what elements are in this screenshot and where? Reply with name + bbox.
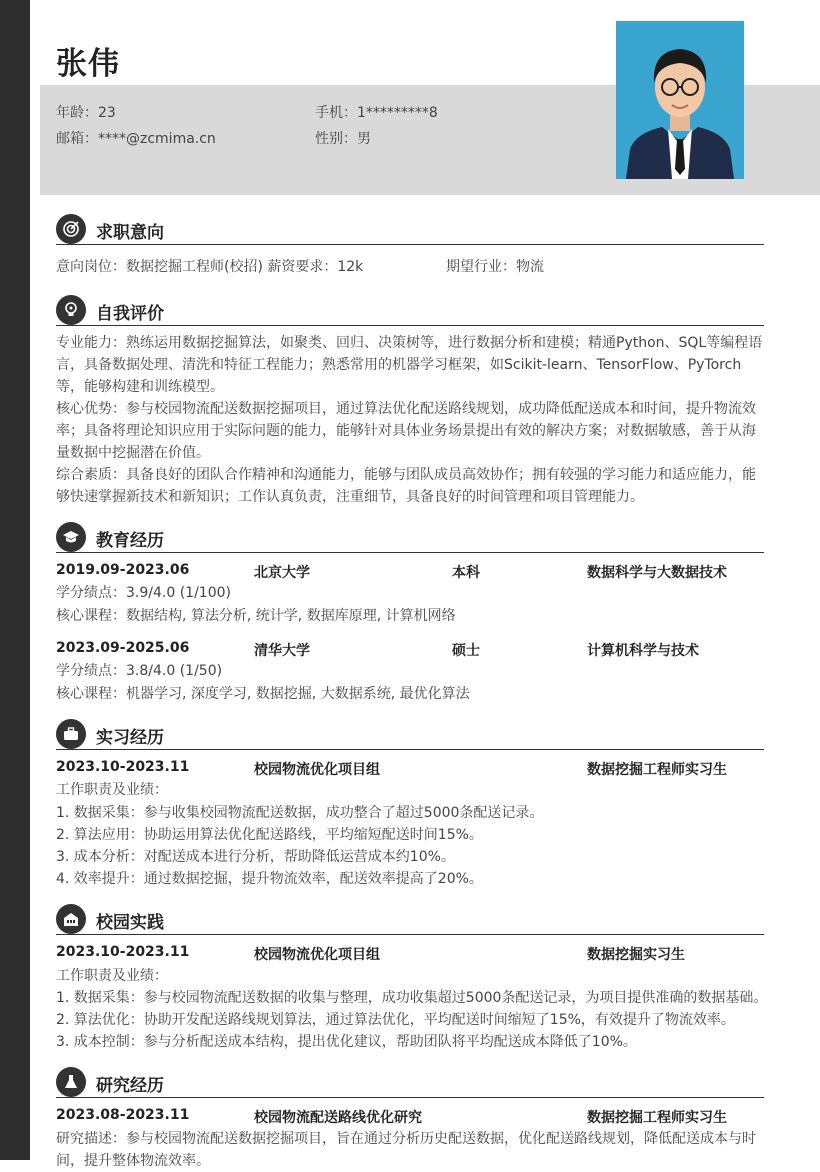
target-icon	[56, 214, 86, 244]
core-courses: 核心课程：数据结构, 算法分析, 统计学, 数据库原理, 计算机网络	[56, 608, 456, 624]
section-title: 研究经历	[96, 1076, 164, 1096]
school-name: 清华大学	[254, 643, 310, 659]
self-evaluation-paragraph: 专业能力：熟练运用数据挖掘算法，如聚类、回归、决策树等，进行数据分析和建模；精通Python、SQL等编程语言，具备数据处理、清洗和特征工程能力；熟悉常用的机器学习框架，如Scikit-learn、TensorFlow、PyTorch等，能够构建和训练模型。	[56, 335, 763, 395]
section-research	[56, 1067, 764, 1098]
duty-item: 2. 算法优化：协助开发配送路线规划算法，通过算法优化，平均配送时间缩短了15%，有效提升了物流效率。	[56, 1012, 735, 1028]
lightbulb-icon	[56, 295, 86, 325]
duty-label: 工作职责及业绩：	[56, 782, 168, 798]
gpa: 学分绩点：3.9/4.0 (1/100)	[56, 585, 231, 601]
position-salary: 意向岗位：数据挖掘工程师(校招) 薪资要求：12k	[56, 259, 364, 275]
expected-industry: 期望行业：物流	[446, 259, 544, 275]
section-title: 实习经历	[96, 728, 164, 748]
role: 数据挖掘工程师实习生	[587, 762, 727, 778]
candidate-name: 张伟	[56, 46, 120, 82]
gpa: 学分绩点：3.8/4.0 (1/50)	[56, 663, 223, 679]
section-education	[56, 522, 764, 553]
section-title: 求职意向	[96, 223, 164, 243]
section-title: 校园实践	[96, 913, 164, 933]
duty-item: 1. 数据采集：参与校园物流配送数据的收集与整理，成功收集超过5000条配送记录，为项目提供准确的数据基础。	[56, 990, 768, 1006]
research-header	[56, 1107, 768, 1127]
briefcase-icon	[56, 719, 86, 749]
education-period: 2019.09-2023.06	[56, 562, 190, 578]
email-field: 邮箱：****@zcmima.cn	[56, 131, 216, 147]
internship-period: 2023.10-2023.11	[56, 759, 190, 775]
research-description: 研究描述：参与校园物流配送数据挖掘项目，旨在通过分析历史配送数据，优化配送路线规划，降低配送成本与时间，提升整体物流效率。	[56, 1131, 756, 1169]
duty-item: 3. 成本控制：参与分析配送成本结构，提出优化建议，帮助团队将平均配送成本降低了10%。	[56, 1034, 637, 1050]
organization: 校园物流优化项目组	[254, 947, 380, 963]
education-entry-header	[56, 640, 768, 660]
research-project: 校园物流配送路线优化研究	[254, 1110, 422, 1126]
self-evaluation-paragraph: 核心优势：参与校园物流配送数据挖掘项目，通过算法优化配送路线规划，成功降低配送成本和时间，提升物流效率；具备将理论知识应用于实际问题的能力，能够针对具体业务场景提出有效的解决方案；对数据敏感，善于从海量数据中挖掘潜在价值。	[56, 401, 756, 461]
duty-label: 工作职责及业绩：	[56, 968, 168, 984]
education-entry-header	[56, 562, 768, 582]
duty-item: 2. 算法应用：协助运用算法优化配送路线，平均缩短配送时间15%。	[56, 827, 483, 843]
profile-photo	[616, 21, 744, 179]
graduation-cap-icon	[56, 522, 86, 552]
duty-item: 4. 效率提升：通过数据挖掘，提升物流效率，配送效率提高了20%。	[56, 871, 483, 887]
campus-period: 2023.10-2023.11	[56, 944, 190, 960]
age-field: 年龄：23	[56, 105, 116, 121]
school-name: 北京大学	[254, 565, 310, 581]
core-courses: 核心课程：机器学习, 深度学习, 数据挖掘, 大数据系统, 最优化算法	[56, 686, 470, 702]
role: 数据挖掘工程师实习生	[587, 1110, 727, 1126]
section-job-intention	[56, 214, 764, 245]
role: 数据挖掘实习生	[587, 947, 685, 963]
degree: 硕士	[452, 643, 480, 659]
gender-field: 性别：男	[315, 131, 371, 147]
left-dark-bar	[0, 0, 30, 1160]
section-campus-practice	[56, 904, 764, 935]
self-evaluation-paragraph: 综合素质：具备良好的团队合作精神和沟通能力，能够与团队成员高效协作；拥有较强的学习能力和适应能力，能够快速掌握新技术和新知识；工作认真负责，注重细节，具备良好的时间管理和项目管理能力。	[56, 467, 756, 505]
section-title: 自我评价	[96, 304, 164, 324]
major: 数据科学与大数据技术	[587, 565, 727, 581]
campus-header	[56, 944, 768, 964]
section-title: 教育经历	[96, 531, 164, 551]
section-self-evaluation	[56, 295, 764, 326]
duty-item: 1. 数据采集：参与收集校园物流配送数据，成功整合了超过5000条配送记录。	[56, 805, 544, 821]
internship-header	[56, 759, 768, 779]
research-period: 2023.08-2023.11	[56, 1107, 190, 1123]
education-period: 2023.09-2025.06	[56, 640, 190, 656]
phone-field: 手机：1*********8	[315, 105, 438, 121]
degree: 本科	[452, 565, 480, 581]
flask-icon	[56, 1067, 86, 1097]
section-internship	[56, 719, 764, 750]
duty-item: 3. 成本分析：对配送成本进行分析，帮助降低运营成本约10%。	[56, 849, 455, 865]
major: 计算机科学与技术	[587, 643, 699, 659]
organization: 校园物流优化项目组	[254, 762, 380, 778]
building-icon	[56, 904, 86, 934]
